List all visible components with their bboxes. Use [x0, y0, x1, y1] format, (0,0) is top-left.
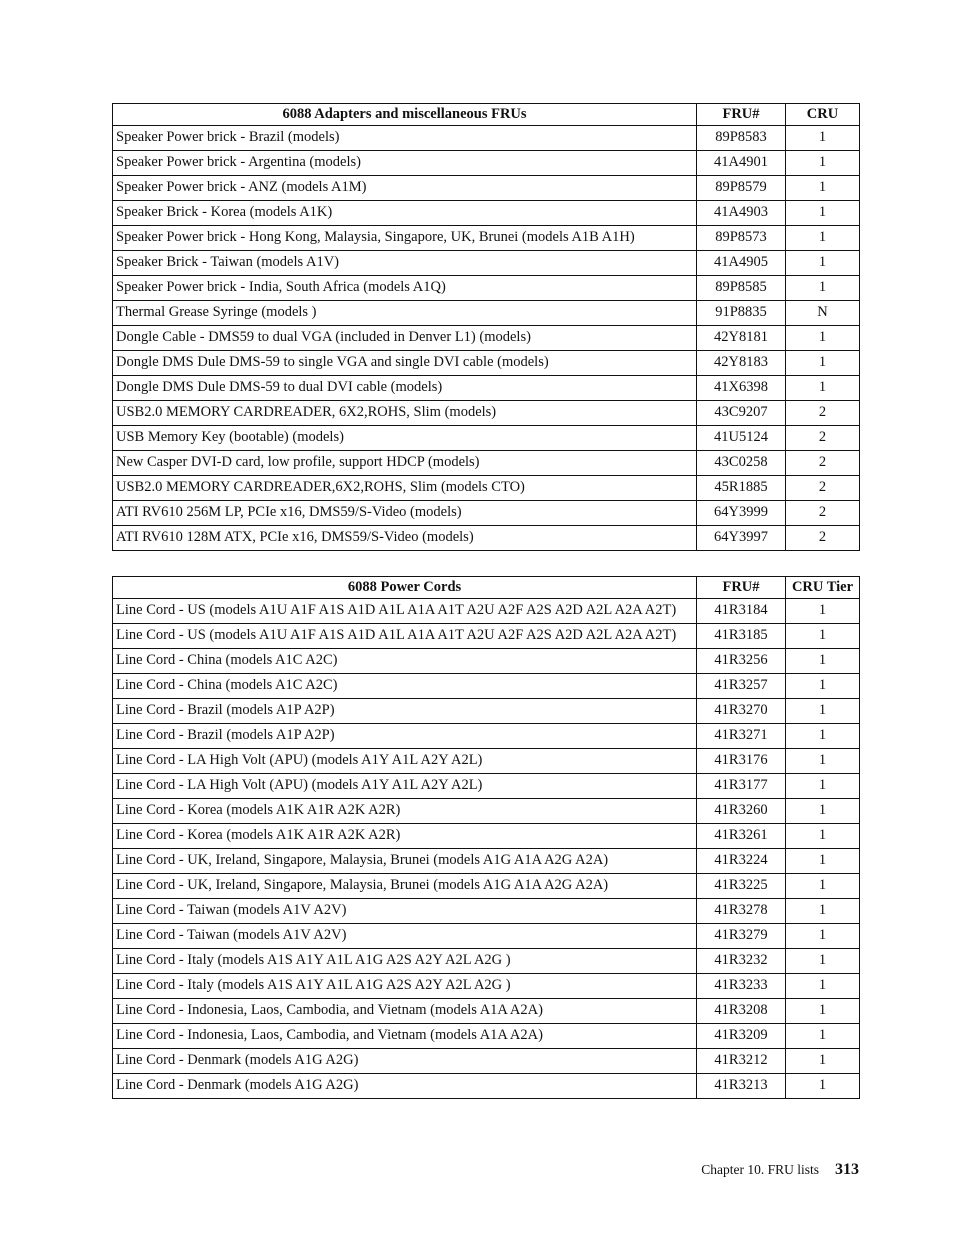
page-footer [696, 1161, 859, 1183]
table-header-row [113, 577, 860, 599]
cell-description: Line Cord - Denmark (models A1G A2G) [113, 1049, 697, 1074]
table-row [113, 924, 860, 949]
cell-cru: 1 [786, 824, 860, 849]
cell-description: Dongle DMS Dule DMS-59 to single VGA and single DVI cable (models) [113, 351, 697, 376]
table-row [113, 724, 860, 749]
column-header-cru-tier: CRU Tier [786, 577, 860, 599]
cell-description: Speaker Brick - Taiwan (models A1V) [113, 251, 697, 276]
table-row [113, 849, 860, 874]
cell-fru-number: 41R3225 [697, 874, 786, 899]
cell-description: Line Cord - US (models A1U A1F A1S A1D A1L A1A A1T A2U A2F A2S A2D A2L A2A A2T) [113, 599, 697, 624]
cell-description: Line Cord - Taiwan (models A1V A2V) [113, 924, 697, 949]
cell-fru-number: 41R3212 [697, 1049, 786, 1074]
table-row [113, 301, 860, 326]
cell-description: Line Cord - US (models A1U A1F A1S A1D A1L A1A A1T A2U A2F A2S A2D A2L A2A A2T) [113, 624, 697, 649]
table-row [113, 599, 860, 624]
cell-fru-number: 41A4903 [697, 201, 786, 226]
cell-description: Dongle Cable - DMS59 to dual VGA (included in Denver L1) (models) [113, 326, 697, 351]
cell-description: ATI RV610 128M ATX, PCIe x16, DMS59/S-Video (models) [113, 526, 697, 551]
cell-cru: 1 [786, 201, 860, 226]
cell-description: Line Cord - Indonesia, Laos, Cambodia, and Vietnam (models A1A A2A) [113, 1024, 697, 1049]
cell-fru-number: 41R3224 [697, 849, 786, 874]
cell-description: Line Cord - Denmark (models A1G A2G) [113, 1074, 697, 1099]
table-row [113, 824, 860, 849]
cell-description: Speaker Power brick - Argentina (models) [113, 151, 697, 176]
power-cords-fru-table [112, 576, 860, 1099]
cell-cru: 2 [786, 526, 860, 551]
cell-cru: 1 [786, 1049, 860, 1074]
cell-fru-number: 41A4905 [697, 251, 786, 276]
cell-description: Line Cord - Taiwan (models A1V A2V) [113, 899, 697, 924]
table-row [113, 426, 860, 451]
table-row [113, 1049, 860, 1074]
cell-fru-number: 41R3176 [697, 749, 786, 774]
table-row [113, 351, 860, 376]
table-row [113, 201, 860, 226]
table-row [113, 251, 860, 276]
cell-fru-number: 41R3270 [697, 699, 786, 724]
cell-description: Speaker Power brick - India, South Africa (models A1Q) [113, 276, 697, 301]
cell-cru: 1 [786, 351, 860, 376]
cell-cru: 1 [786, 749, 860, 774]
cell-fru-number: 41R3271 [697, 724, 786, 749]
cell-cru: 1 [786, 724, 860, 749]
cell-fru-number: 41R3185 [697, 624, 786, 649]
cell-cru: 2 [786, 401, 860, 426]
table-row [113, 999, 860, 1024]
cell-cru: 1 [786, 699, 860, 724]
cell-cru: 1 [786, 874, 860, 899]
table-row [113, 501, 860, 526]
table-row [113, 699, 860, 724]
cell-fru-number: 41R3233 [697, 974, 786, 999]
cell-fru-number: 43C9207 [697, 401, 786, 426]
cell-fru-number: 64Y3999 [697, 501, 786, 526]
cell-cru: 1 [786, 151, 860, 176]
column-header-fru: FRU# [697, 104, 786, 126]
page-number: 313 [835, 1161, 859, 1178]
cell-description: Line Cord - Italy (models A1S A1Y A1L A1G A2S A2Y A2L A2G ) [113, 949, 697, 974]
table-row [113, 1074, 860, 1099]
cell-description: Line Cord - Korea (models A1K A1R A2K A2R) [113, 799, 697, 824]
cell-description: Line Cord - LA High Volt (APU) (models A1Y A1L A2Y A2L) [113, 749, 697, 774]
cell-description: USB2.0 MEMORY CARDREADER, 6X2,ROHS, Slim (models) [113, 401, 697, 426]
cell-description: USB Memory Key (bootable) (models) [113, 426, 697, 451]
cell-cru: 1 [786, 126, 860, 151]
cell-description: Dongle DMS Dule DMS-59 to dual DVI cable (models) [113, 376, 697, 401]
table-row [113, 451, 860, 476]
cell-fru-number: 41R3208 [697, 999, 786, 1024]
cell-description: Line Cord - Indonesia, Laos, Cambodia, and Vietnam (models A1A A2A) [113, 999, 697, 1024]
table-row [113, 176, 860, 201]
cell-fru-number: 89P8579 [697, 176, 786, 201]
cell-cru: 1 [786, 376, 860, 401]
cell-description: Thermal Grease Syringe (models ) [113, 301, 697, 326]
cell-cru: 1 [786, 251, 860, 276]
cell-description: Speaker Power brick - ANZ (models A1M) [113, 176, 697, 201]
table-row [113, 774, 860, 799]
cell-cru: 1 [786, 176, 860, 201]
cell-cru: 1 [786, 799, 860, 824]
table-row [113, 899, 860, 924]
cell-fru-number: 89P8585 [697, 276, 786, 301]
cell-fru-number: 45R1885 [697, 476, 786, 501]
cell-fru-number: 64Y3997 [697, 526, 786, 551]
cell-fru-number: 41R3260 [697, 799, 786, 824]
cell-fru-number: 42Y8181 [697, 326, 786, 351]
cell-cru: 1 [786, 674, 860, 699]
cell-fru-number: 41R3213 [697, 1074, 786, 1099]
cell-description: Speaker Power brick - Brazil (models) [113, 126, 697, 151]
column-header-description: 6088 Power Cords [113, 577, 697, 599]
cell-description: Line Cord - Brazil (models A1P A2P) [113, 724, 697, 749]
cell-fru-number: 41U5124 [697, 426, 786, 451]
table-row [113, 526, 860, 551]
cell-cru: 1 [786, 949, 860, 974]
cell-description: Line Cord - China (models A1C A2C) [113, 674, 697, 699]
cell-description: New Casper DVI-D card, low profile, support HDCP (models) [113, 451, 697, 476]
cell-fru-number: 41R3278 [697, 899, 786, 924]
cell-cru: 2 [786, 451, 860, 476]
cell-fru-number: 41R3257 [697, 674, 786, 699]
table-row [113, 974, 860, 999]
cell-description: Line Cord - Brazil (models A1P A2P) [113, 699, 697, 724]
cell-cru: 1 [786, 599, 860, 624]
table-row [113, 326, 860, 351]
table-row [113, 624, 860, 649]
cell-cru: 1 [786, 974, 860, 999]
cell-cru: 1 [786, 899, 860, 924]
cell-fru-number: 89P8573 [697, 226, 786, 251]
table-row [113, 401, 860, 426]
table-row [113, 874, 860, 899]
cell-fru-number: 91P8835 [697, 301, 786, 326]
cell-cru: 2 [786, 501, 860, 526]
table-row [113, 276, 860, 301]
table-row [113, 126, 860, 151]
table-row [113, 649, 860, 674]
cell-cru: 1 [786, 849, 860, 874]
table-row [113, 476, 860, 501]
table-row [113, 799, 860, 824]
cell-description: Line Cord - LA High Volt (APU) (models A1Y A1L A2Y A2L) [113, 774, 697, 799]
cell-cru: 2 [786, 426, 860, 451]
table-row [113, 226, 860, 251]
cell-fru-number: 41R3184 [697, 599, 786, 624]
cell-fru-number: 41R3279 [697, 924, 786, 949]
column-header-fru: FRU# [697, 577, 786, 599]
table-row [113, 749, 860, 774]
cell-description: Speaker Power brick - Hong Kong, Malaysia, Singapore, UK, Brunei (models A1B A1H) [113, 226, 697, 251]
cell-cru: 1 [786, 1074, 860, 1099]
cell-fru-number: 41R3177 [697, 774, 786, 799]
table-row [113, 151, 860, 176]
cell-cru: 1 [786, 649, 860, 674]
cell-cru: 1 [786, 624, 860, 649]
table-row [113, 674, 860, 699]
column-header-cru: CRU [786, 104, 860, 126]
cell-cru: 1 [786, 999, 860, 1024]
cell-description: ATI RV610 256M LP, PCIe x16, DMS59/S-Video (models) [113, 501, 697, 526]
table-row [113, 376, 860, 401]
cell-description: Speaker Brick - Korea (models A1K) [113, 201, 697, 226]
chapter-label: Chapter 10. FRU lists [701, 1162, 819, 1177]
table-header-row [113, 104, 860, 126]
cell-fru-number: 42Y8183 [697, 351, 786, 376]
table-row [113, 949, 860, 974]
cell-fru-number: 43C0258 [697, 451, 786, 476]
cell-fru-number: 41X6398 [697, 376, 786, 401]
cell-cru: 1 [786, 226, 860, 251]
cell-cru: 1 [786, 326, 860, 351]
cell-fru-number: 41R3232 [697, 949, 786, 974]
cell-fru-number: 41R3209 [697, 1024, 786, 1049]
adapters-fru-table [112, 103, 860, 551]
cell-fru-number: 89P8583 [697, 126, 786, 151]
cell-description: Line Cord - UK, Ireland, Singapore, Malaysia, Brunei (models A1G A1A A2G A2A) [113, 874, 697, 899]
cell-cru: 1 [786, 1024, 860, 1049]
cell-fru-number: 41R3261 [697, 824, 786, 849]
cell-cru: 1 [786, 774, 860, 799]
column-header-description: 6088 Adapters and miscellaneous FRUs [113, 104, 697, 126]
cell-description: Line Cord - Italy (models A1S A1Y A1L A1G A2S A2Y A2L A2G ) [113, 974, 697, 999]
cell-description: Line Cord - China (models A1C A2C) [113, 649, 697, 674]
cell-cru: N [786, 301, 860, 326]
cell-cru: 1 [786, 924, 860, 949]
cell-description: USB2.0 MEMORY CARDREADER,6X2,ROHS, Slim (models CTO) [113, 476, 697, 501]
cell-cru: 1 [786, 276, 860, 301]
cell-description: Line Cord - Korea (models A1K A1R A2K A2R) [113, 824, 697, 849]
cell-fru-number: 41R3256 [697, 649, 786, 674]
cell-fru-number: 41A4901 [697, 151, 786, 176]
cell-description: Line Cord - UK, Ireland, Singapore, Malaysia, Brunei (models A1G A1A A2G A2A) [113, 849, 697, 874]
cell-cru: 2 [786, 476, 860, 501]
table-row [113, 1024, 860, 1049]
